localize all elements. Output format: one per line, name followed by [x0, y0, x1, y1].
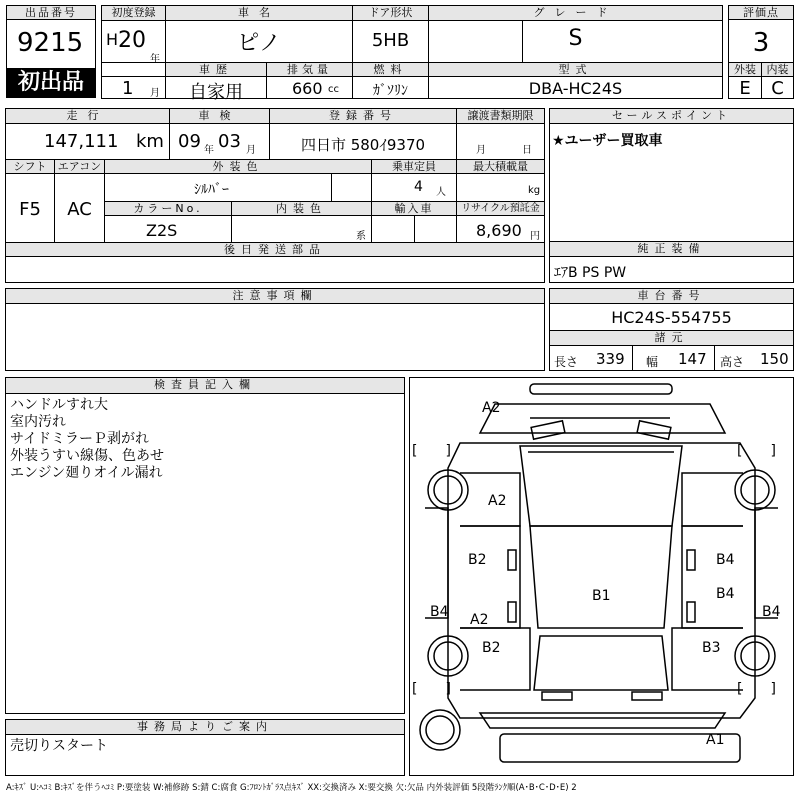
transfer-month: 月 — [476, 145, 486, 156]
transfer-label: 譲渡書類期限 — [457, 109, 544, 123]
damage-mark: B4 — [762, 604, 781, 620]
reg-month: 1 — [122, 78, 134, 99]
damage-mark: A2 — [470, 612, 489, 628]
capacity-label: 乗車定員 — [372, 160, 456, 173]
equipment-box — [549, 241, 794, 283]
recycle-label: リサイクル預託金 — [457, 202, 544, 215]
legend: A:ｷｽﾞ U:ﾍｺﾐ B:ｷｽﾞを伴うﾍｺﾐ P:要塗装 W:補修跡 S:錆 C:腐食 G:ﾌﾛﾝﾄｶﾞﾗｽ点ｷｽﾞ XX:交換済み X:要交換 欠:欠品 内外装評価 5段階ﾗﾝｸ順(A･B･C･D･E) 2 — [6, 783, 577, 793]
sales-point-box — [549, 108, 794, 242]
score-label: 評価点 — [729, 6, 793, 20]
mileage-unit: km — [136, 131, 164, 152]
height: 150 — [760, 350, 789, 368]
spec-label: 諸元 — [550, 331, 793, 346]
score-box — [728, 5, 794, 99]
lot-number: 9215 — [17, 28, 84, 58]
interior-unit: 系 — [356, 231, 366, 242]
bracket-mark: [ ] — [737, 443, 776, 459]
caution-label: 注意事項欄 — [6, 289, 544, 304]
damage-mark: B3 — [702, 640, 721, 656]
score: 3 — [752, 28, 770, 58]
width-label: 幅 — [646, 355, 659, 369]
int-label: 内装 — [762, 63, 793, 76]
damage-mark: A2 — [482, 400, 501, 416]
int-grade: C — [771, 78, 784, 99]
color-no: Z2S — [146, 221, 178, 240]
sales-point-label: セールスポイント — [550, 109, 793, 124]
bracket-mark: [ ] — [412, 681, 451, 697]
caution-box — [5, 288, 545, 371]
name-label: 車名 — [166, 6, 352, 20]
inspection-month: 03 — [218, 131, 241, 152]
later-parts-label: 後日発送部品 — [6, 243, 544, 256]
door-type: 5HB — [371, 30, 410, 51]
month-unit: 月 — [150, 88, 160, 99]
inspector-label: 検査員記入欄 — [6, 378, 404, 394]
lot-number-label: 出品番号 — [7, 6, 95, 20]
height-label: 高さ — [720, 355, 745, 369]
damage-diagram — [409, 377, 794, 776]
inspection-year: 09 — [178, 131, 201, 152]
chassis-label: 車台番号 — [550, 289, 793, 304]
vehicle-header-table — [101, 5, 723, 103]
office-box — [5, 719, 405, 776]
chassis-number: HC24S-554755 — [611, 308, 732, 327]
office-label: 事務局よりご案内 — [6, 720, 404, 735]
reg-year: 20 — [118, 28, 146, 53]
mileage: 147,111 — [44, 131, 119, 152]
damage-mark: B4 — [430, 604, 449, 620]
shift-label: シフト — [6, 160, 54, 173]
inspector-box — [5, 377, 405, 714]
bracket-mark: [ ] — [737, 681, 776, 697]
inspection-label: 車検 — [170, 109, 269, 123]
ext-grade: E — [739, 78, 751, 99]
equipment-text: ｴｱB PS PW — [554, 265, 627, 281]
door-label: ドア形状 — [353, 6, 428, 20]
ext-label: 外装 — [729, 63, 761, 76]
vehicle-details-table — [5, 108, 545, 283]
bracket-mark: [ ] — [412, 443, 451, 459]
width: 147 — [678, 350, 707, 368]
equipment-label: 純正装備 — [550, 242, 793, 257]
load-label: 最大積載量 — [457, 160, 544, 173]
recycle-fee: 8,690 — [476, 221, 522, 240]
fuel: ｶﾞｿﾘﾝ — [373, 83, 408, 99]
inspector-notes — [10, 397, 164, 482]
shift: F5 — [19, 199, 41, 220]
color-no-label: カラーNo. — [105, 202, 231, 215]
length-label: 長さ — [554, 355, 579, 369]
damage-mark: A1 — [706, 732, 725, 748]
ac: AC — [67, 199, 92, 220]
history: 自家用 — [189, 82, 243, 103]
model-code: DBA-HC24S — [528, 79, 623, 98]
recycle-unit: 円 — [530, 231, 540, 242]
first-listing-badge: 初出品 — [7, 68, 95, 98]
plate-number: 四日市 580ｲ9370 — [300, 136, 426, 154]
damage-mark: B2 — [482, 640, 501, 656]
inspector-note: 室内汚れ — [10, 414, 66, 430]
car-outline — [410, 378, 793, 775]
ac-label: エアコン — [55, 160, 104, 173]
capacity-unit: 人 — [436, 187, 446, 198]
inspection-year-unit: 年 — [204, 145, 214, 156]
model-label: 型式 — [429, 63, 722, 76]
lot-number-box — [6, 5, 96, 98]
inspector-note: ハンドルすれ大 — [10, 397, 108, 413]
displacement: 660 — [292, 79, 323, 98]
fuel-label: 燃料 — [353, 63, 428, 76]
inspection-month-unit: 月 — [246, 145, 256, 156]
year-unit: 年 — [150, 54, 160, 65]
exterior-color: ｼﾙﾊﾞｰ — [194, 182, 229, 198]
history-label: 車歴 — [166, 63, 266, 76]
load-unit: kg — [528, 185, 541, 196]
grade: S — [568, 26, 583, 51]
exterior-label: 外装色 — [105, 160, 371, 173]
inspector-note: 外装うすい線傷、色あせ — [10, 448, 164, 464]
damage-mark: A2 — [488, 493, 507, 509]
era: H — [106, 30, 119, 49]
chassis-box — [549, 288, 794, 371]
damage-mark: B4 — [716, 552, 735, 568]
reg-label: 初度登録 — [102, 6, 165, 20]
plate-label: 登録番号 — [270, 109, 456, 123]
disp-label: 排気量 — [267, 63, 352, 76]
vehicle-name: ピノ — [237, 31, 281, 56]
damage-mark: B4 — [716, 586, 735, 602]
capacity: 4 — [414, 179, 423, 195]
disp-unit: cc — [328, 84, 339, 95]
grade-label: グレード — [429, 6, 722, 20]
damage-mark: B1 — [592, 588, 611, 604]
length: 339 — [596, 350, 625, 368]
damage-mark: B2 — [468, 552, 487, 568]
interior-label: 内装色 — [232, 202, 371, 215]
import-label: 輸入車 — [372, 202, 456, 215]
mileage-label: 走行 — [6, 109, 169, 123]
inspector-note: サイドミラーＰ剥がれ — [10, 431, 150, 447]
sales-point-text: ★ユーザー買取車 — [552, 133, 663, 149]
transfer-day: 日 — [522, 145, 532, 156]
office-text: 売切りスタート — [10, 738, 108, 754]
inspector-note: エンジン廻りオイル漏れ — [10, 465, 163, 481]
